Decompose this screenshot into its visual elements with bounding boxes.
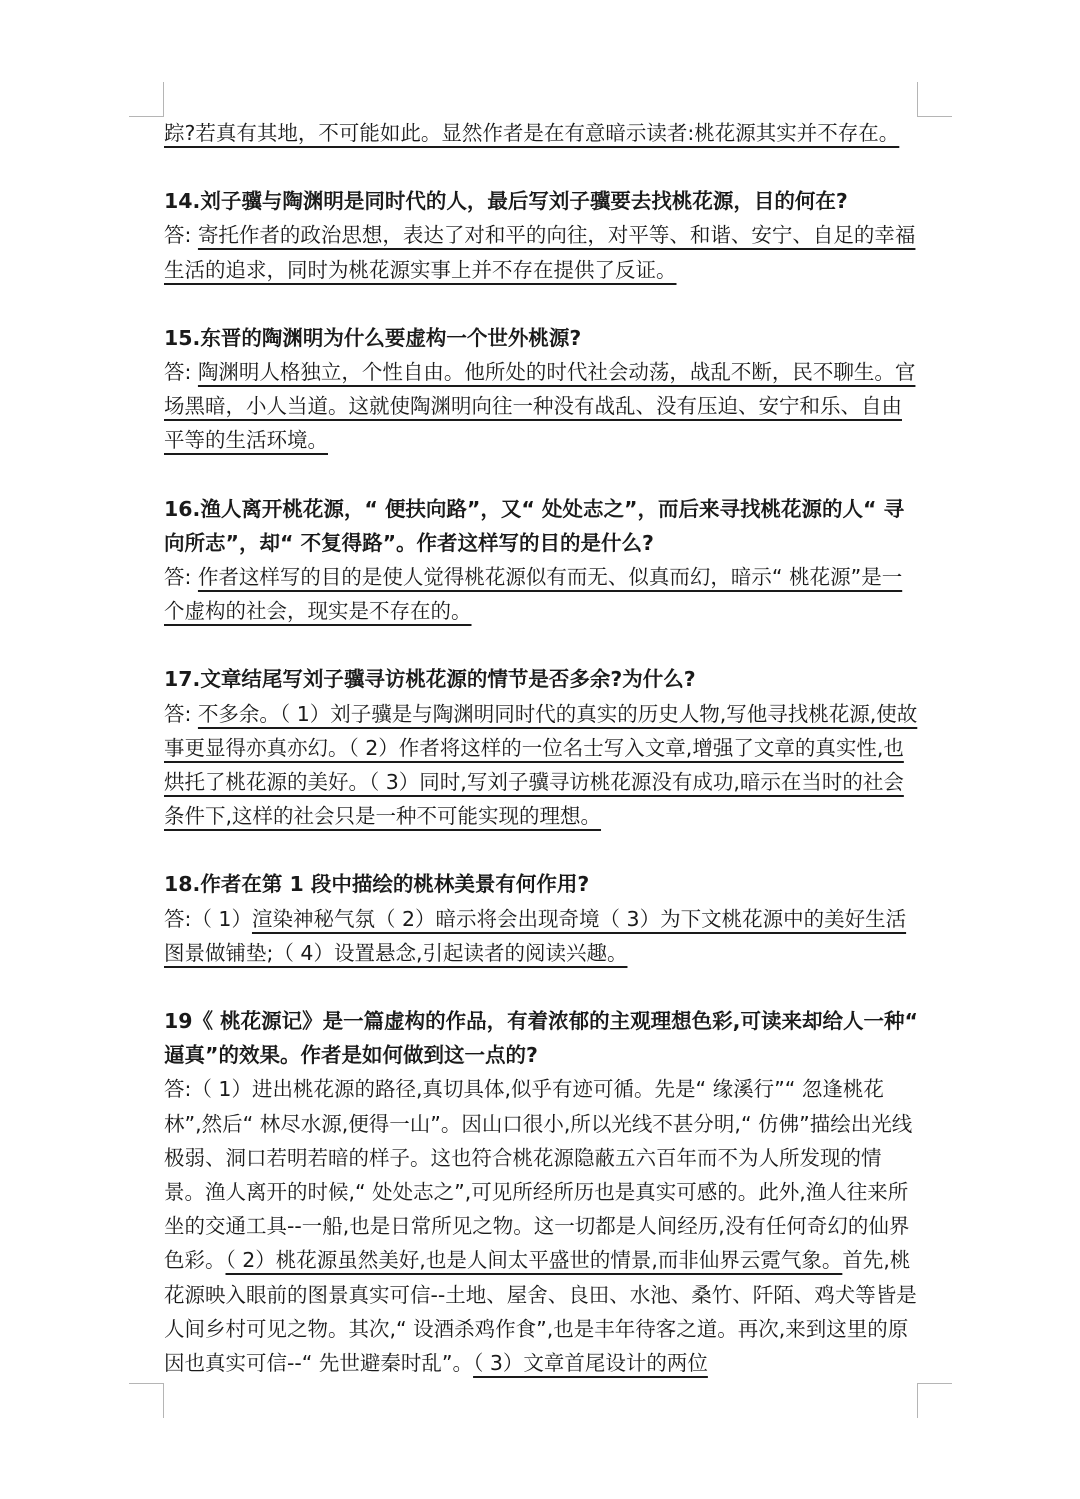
answer-underlined: 渲染神秘气氛（ 2）暗示将会出现奇境（ 3）为下文桃花源中的美好生活图景做铺垫;（ 4）设置悬念,引起读者的阅读兴趣。	[164, 906, 907, 965]
crop-mark-top-right	[917, 82, 952, 117]
answer-plain-part-2: 首先,桃花源映入眼前的图景真实可信--土地、屋舍、良田、水池、桑竹、阡陌、鸡犬等皆是人间乡村可见之物。其次,“ 设酒杀鸡作食”,也是丰年待客之道。再次,来到这里的原因也真实可信--“ 先世避秦时乱”。	[164, 1248, 917, 1376]
intro-paragraph	[164, 116, 920, 150]
answer-16	[164, 560, 920, 628]
question-15: 15.东晋的陶渊明为什么要虚构一个世外桃源?	[164, 325, 582, 350]
question-16: 16.渔人离开桃花源，“ 便扶向路”，又“ 处处志之”，而后来寻找桃花源的人“ 寻向所志”，却“ 不复得路”。作者这样写的目的是什么?	[164, 496, 905, 555]
question-14: 14.刘子骥与陶渊明是同时代的人，最后写刘子骥要去找桃花源，目的何在?	[164, 189, 848, 214]
crop-mark-bottom-right	[917, 1383, 952, 1418]
answer-underlined: 不多余。（ 1）刘子骥是与陶渊明同时代的真实的历史人物,写他寻找桃花源,使故事更显得亦真亦幻。（ 2）作者将这样的一位名士写入文章,增强了文章的真实性,也烘托了桃花源的美好。（ 3）同时,写刘子骥寻访桃花源没有成功,暗示在当时的社会条件下,这样的社会只是一种不可能实现的理想。	[164, 701, 918, 829]
question-18: 18.作者在第 1 段中描绘的桃林美景有何作用?	[164, 872, 590, 897]
question-19: 19《 桃花源记》是一篇虚构的作品，有着浓郁的主观理想色彩,可读来却给人一种“ 逼真”的效果。作者是如何做到这一点的?	[164, 1009, 918, 1068]
answer-underlined: 寄托作者的政治思想，表达了对和平的向往，对平等、和谐、安宁、自足的幸福生活的追求，同时为桃花源实事上并不存在提供了反证。	[164, 223, 916, 282]
answer-underlined: 作者这样写的目的是使人觉得桃花源似有而无、似真而幻，暗示“ 桃花源”是一个虚构的社会，现实是不存在的。	[164, 565, 903, 624]
answer-plain-part-1: 答:（ 1）进出桃花源的路径,真切具体,似乎有迹可循。先是“ 缘溪行”“ 忽逢桃花林”,然后“ 林尽水源,便得一山”。因山口很小,所以光线不甚分明,“ 仿佛”描绘出光线极弱、洞口若明若暗的样子。这也符合桃花源隐蔽五六百年而不为人所发现的情景。渔人离开的时候,“ 处处志之”,可见所经所历也是真实可感的。此外,渔人往来所坐的交通工具--一船,也是日常所见之物。这一切都是人间经历,没有任何奇幻的仙界色彩。	[164, 1077, 913, 1273]
answer-14	[164, 218, 920, 286]
answer-prefix: 答:	[164, 565, 198, 590]
answer-prefix: 答:	[164, 223, 198, 248]
answer-underlined: 陶渊明人格独立，个性自由。他所处的时代社会动荡，战乱不断，民不聊生。官场黑暗，小人当道。这就使陶渊明向往一种没有战乱、没有压迫、安宁和乐、自由平等的生活环境。	[164, 360, 916, 453]
answer-underlined: （ 2）桃花源虽然美好,也是人间太平盛世的情景,而非仙界云霓气象。	[225, 1248, 843, 1273]
document-body	[164, 116, 920, 1380]
answer-15	[164, 355, 920, 458]
answer-17	[164, 697, 920, 834]
answer-19	[164, 1072, 920, 1380]
answer-prefix: 答:（ 1）	[164, 906, 252, 931]
crop-mark-top-left	[129, 82, 164, 117]
answer-underlined-end: （ 3）文章首尾设计的两位	[473, 1351, 708, 1376]
question-17: 17.文章结尾写刘子骥寻访桃花源的情节是否多余?为什么?	[164, 667, 696, 692]
answer-prefix: 答:	[164, 360, 198, 385]
answer-18	[164, 902, 920, 970]
answer-prefix: 答:	[164, 701, 198, 726]
intro-text: 踪?若真有其地，不可能如此。显然作者是在有意暗示读者:桃花源其实并不存在。	[164, 121, 900, 145]
crop-mark-bottom-left	[129, 1383, 164, 1418]
